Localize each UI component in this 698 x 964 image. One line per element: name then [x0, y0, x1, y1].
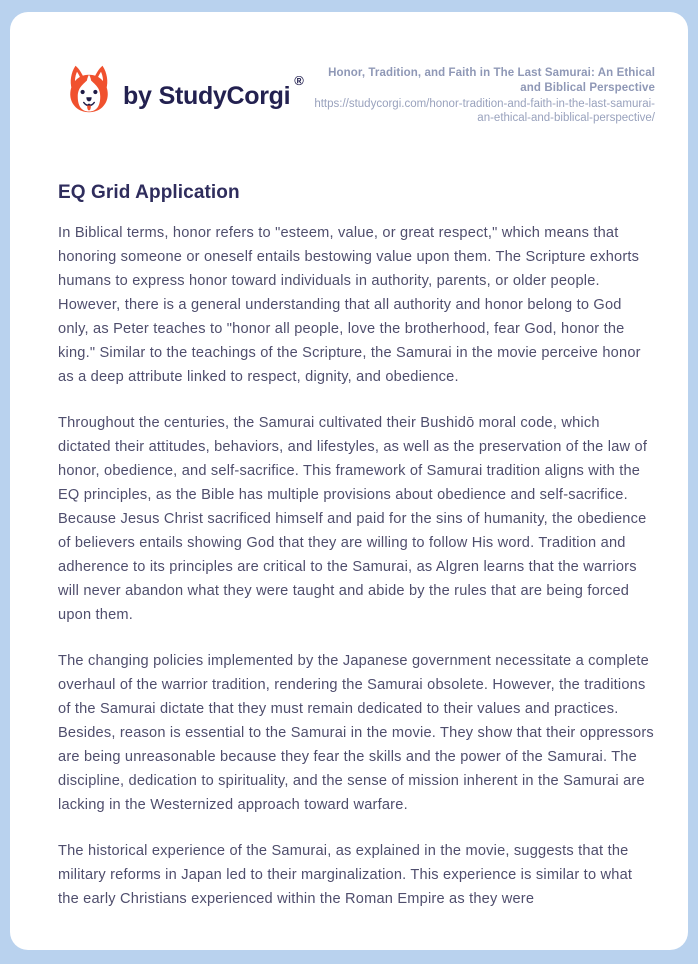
document-meta	[305, 66, 655, 125]
registered-trademark-icon: ®	[294, 73, 304, 89]
article-paragraph-2: Throughout the centuries, the Samurai cultivated their Bushidō moral code, which dictated their attitudes, behaviors, and lifestyles, as well as the preservation of the law of honor, obedience, and self-sacrifice. This framework of Samurai tradition aligns with the EQ principles, as the Bible has multiple provisions about obedience and self-sacrifice. Because Jesus Christ sacrificed himself and paid for the sins of humanity, the obedience of believers entails showing God that they are willing to follow His word. Tradition and adherence to its principles are critical to the Samurai, as Algren learns that the warriors will never abandon what they were taught and abide by the rules that are being forced upon them.	[58, 415, 648, 623]
section-heading: EQ Grid Application	[58, 182, 240, 203]
article-paragraph-3: The changing policies implemented by the Japanese government necessitate a complete overhaul of the warrior tradition, rendering the Samurai obsolete. However, the traditions of the Samurai dictate that they must remain dedicated to their values and practices. Besides, reason is essential to the Samurai in the movie. They show that their oppressors are being unreasonable because they fear the skills and the power of the Samurai. The discipline, dedication to spirituality, and the sense of mission inherent in the Samurai are lacking in the Westernized approach toward warfare.	[58, 653, 654, 813]
logo-prefix: by	[123, 81, 152, 110]
document-header	[58, 60, 655, 125]
article-paragraph-4: The historical experience of the Samurai, as explained in the movie, suggests that the military reforms in Japan led to their marginalization. This experience is similar to what the early Christians experienced within the Roman Empire as they were	[58, 843, 633, 907]
logo-brand-name: StudyCorgi	[158, 81, 291, 110]
article-paragraph-1: In Biblical terms, honor refers to "esteem, value, or great respect," which means that honoring someone or oneself entails bestowing value upon them. The Scripture exhorts humans to express honor toward individuals in authority, parents, or older people. However, there is a general understanding that all authority and honor belong to God only, as Peter teaches to "honor all people, love the brotherhood, fear God, honor the king." Similar to the teachings of the Scripture, the Samurai in the movie perceive honor as a deep attribute linked to respect, dignity, and obedience.	[58, 225, 641, 385]
studycorgi-logo[interactable]	[68, 60, 304, 118]
logo-wordmark	[123, 68, 304, 111]
document-url-link[interactable]: https://studycorgi.com/honor-tradition-and-faith-in-the-last-samurai-an-ethical-and-biblical-perspective/	[314, 98, 655, 124]
corgi-mascot-icon	[68, 60, 110, 118]
article-body	[58, 182, 655, 911]
document-card	[10, 12, 688, 950]
document-title: Honor, Tradition, and Faith in The Last Samurai: An Ethical and Biblical Perspective	[328, 67, 655, 94]
